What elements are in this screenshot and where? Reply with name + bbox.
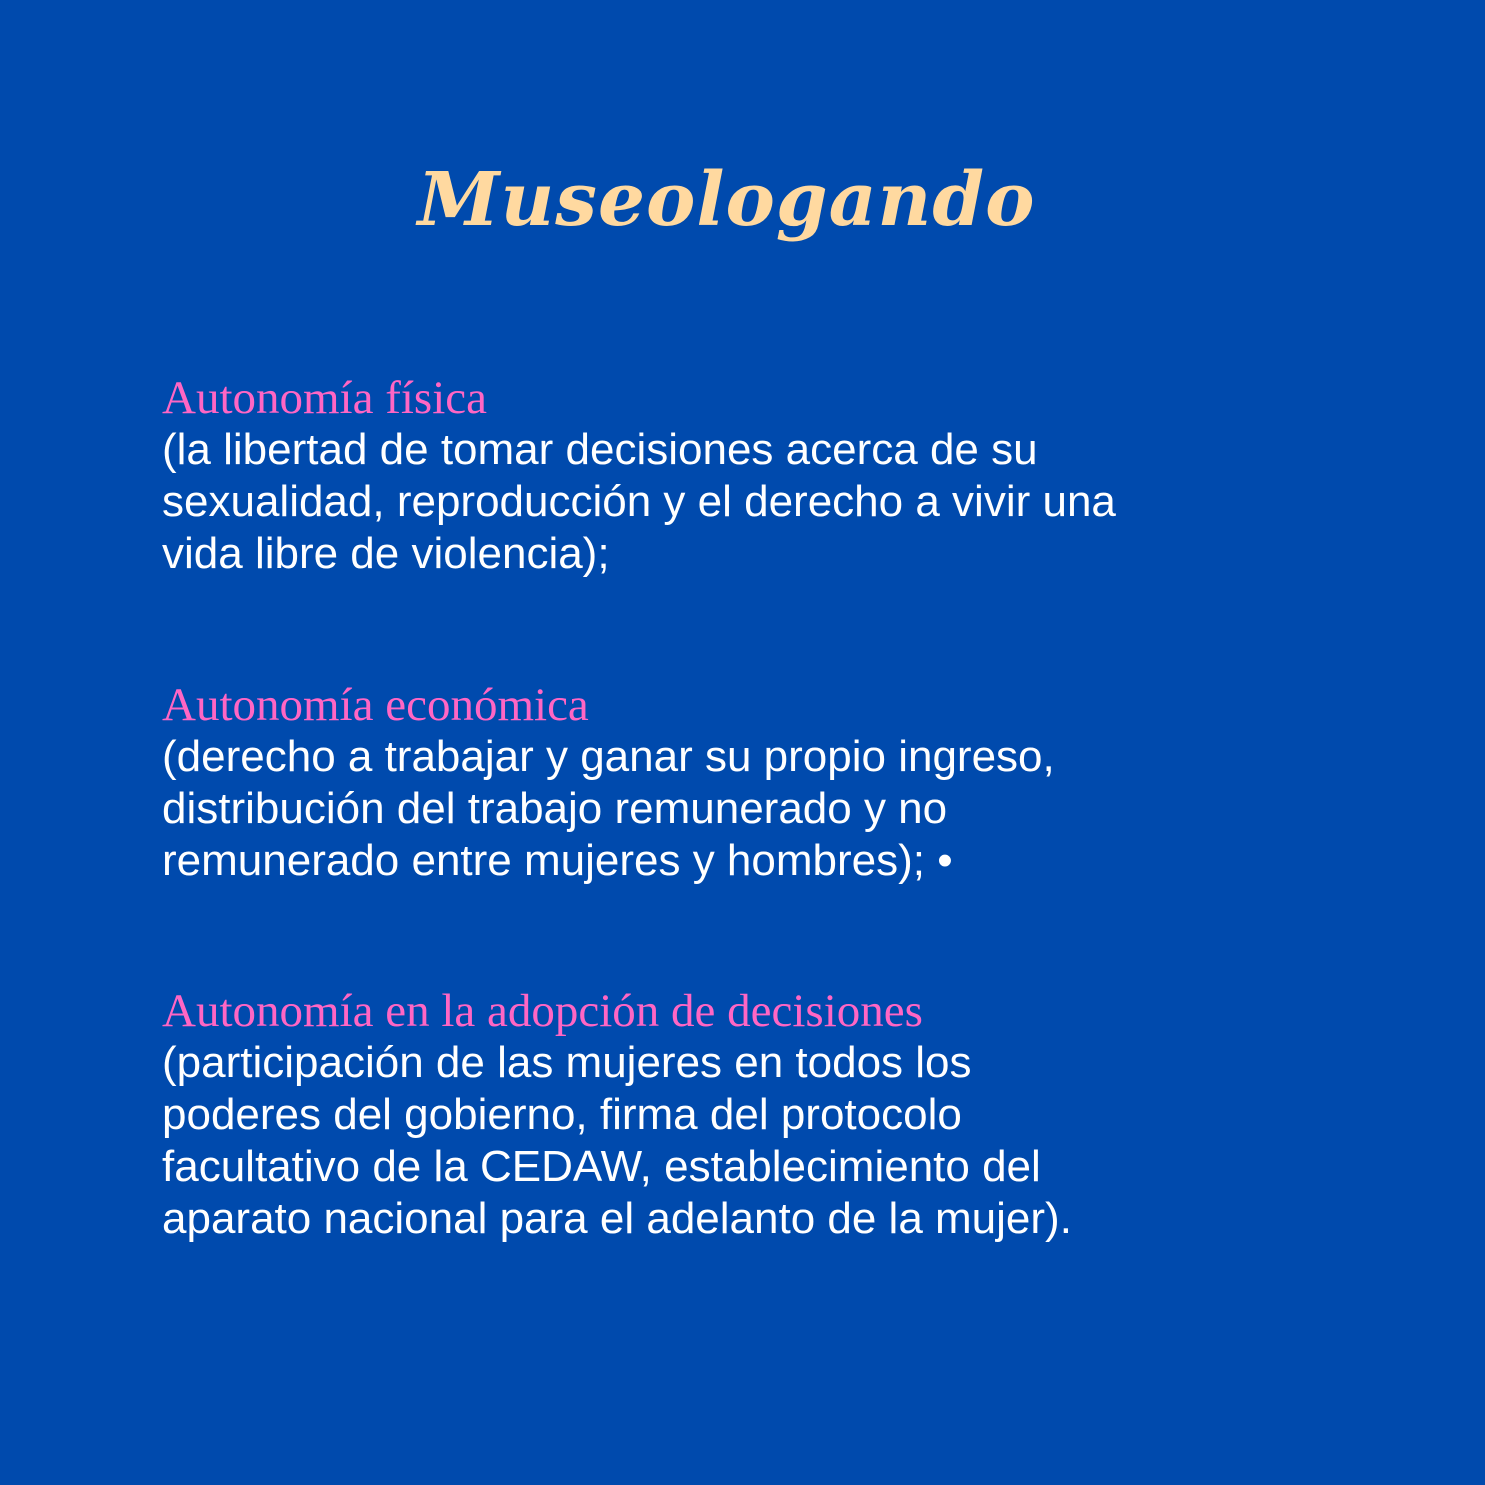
brand-title: Museologando bbox=[417, 157, 1036, 243]
section-body: (participación de las mujeres en todos los poderes del gobierno, firma del protocolo facultativo de la CEDAW, establecimiento del aparato nacional para el adelanto de la mujer). bbox=[162, 1038, 1072, 1243]
section-autonomia-economica bbox=[162, 679, 1352, 887]
section-autonomia-decisiones bbox=[162, 985, 1352, 1245]
section-heading: Autonomía económica bbox=[162, 679, 589, 731]
section-heading: Autonomía física bbox=[162, 372, 488, 424]
section-heading: Autonomía en la adopción de decisiones bbox=[162, 985, 923, 1037]
section-body: (la libertad de tomar decisiones acerca de su sexualidad, reproducción y el derecho a vivir una vida libre de violencia); bbox=[162, 425, 1116, 578]
section-body: (derecho a trabajar y ganar su propio ingreso, distribución del trabajo remunerado y no remunerado entre mujeres y hombres); • bbox=[162, 732, 1055, 885]
section-autonomia-fisica bbox=[162, 372, 1352, 580]
